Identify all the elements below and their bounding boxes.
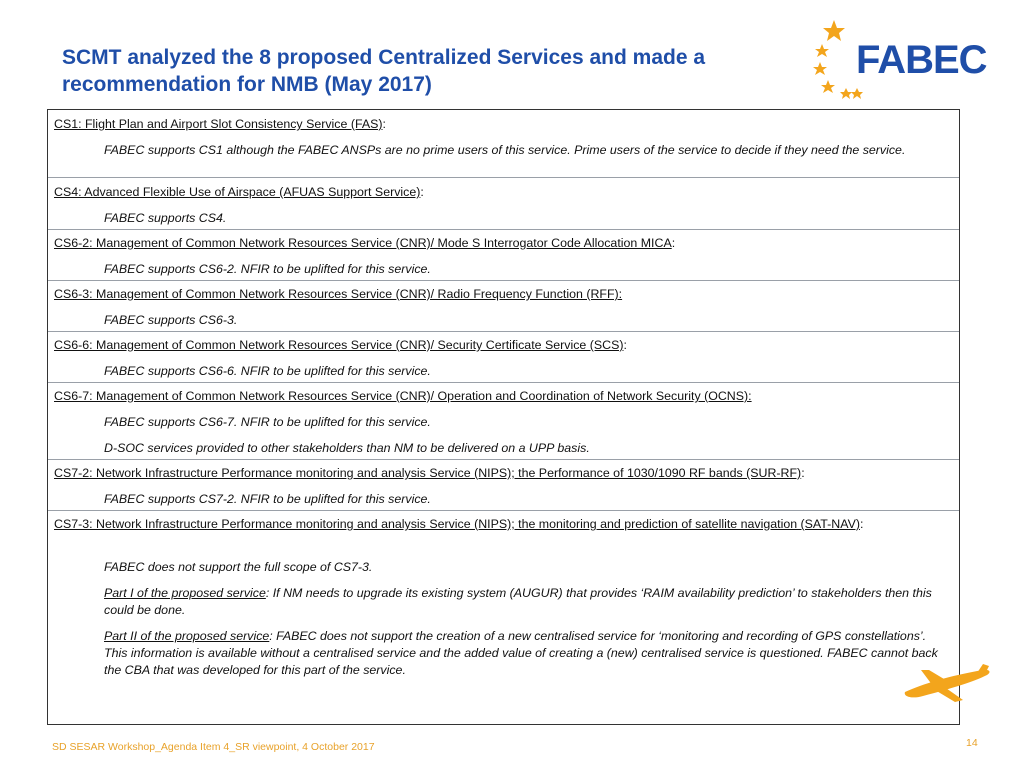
divider [48,382,959,383]
service-note: FABEC supports CS6-7. NFIR to be uplifted for this service. [104,415,431,429]
logo-text: FABEC [856,38,987,82]
divider [48,177,959,178]
service-note: FABEC supports CS6-2. NFIR to be uplifted for this service. [104,262,431,276]
service-heading: CS7-3: Network Infrastructure Performance monitoring and analysis Service (NIPS); the monitoring and prediction of satellite navigation (SAT-NAV): [54,517,864,531]
footer-text: SD SESAR Workshop_Agenda Item 4_SR viewpoint, 4 October 2017 [52,741,375,753]
page-title: SCMT analyzed the 8 proposed Centralized Services and made a recommendation for NMB (May 2017) [62,46,706,96]
airplane-icon [903,664,993,704]
service-note: FABEC supports CS1 although the FABEC ANSPs are no prime users of this service. Prime users of the service to decide if they need the service. [104,143,906,157]
service-heading: CS6-6: Management of Common Network Resources Service (CNR)/ Security Certificate Service (SCS): [54,338,627,352]
service-note: FABEC supports CS4. [104,211,227,225]
divider [48,459,959,460]
service-heading: CS7-2: Network Infrastructure Performance monitoring and analysis Service (NIPS); the Performance of 1030/1090 RF bands (SUR-RF): [54,466,805,480]
service-heading: CS6-2: Management of Common Network Resources Service (CNR)/ Mode S Interrogator Code Allocation MICA: [54,236,676,250]
service-note: FABEC supports CS7-2. NFIR to be uplifted for this service. [104,492,431,506]
service-heading: CS6-3: Management of Common Network Resources Service (CNR)/ Radio Frequency Function (RFF): [54,287,623,301]
divider [48,510,959,511]
service-heading: CS6-7: Management of Common Network Resources Service (CNR)/ Operation and Coordination of Network Security (OCNS): [54,389,752,403]
service-heading: CS1: Flight Plan and Airport Slot Consistency Service (FAS): [54,117,386,131]
services-box [47,109,960,725]
divider [48,229,959,230]
page-number: 14 [966,737,978,749]
service-note: D-SOC services provided to other stakeholders than NM to be delivered on a UPP basis. [104,441,590,455]
divider [48,280,959,281]
divider [48,331,959,332]
service-part-1: Part I of the proposed service: If NM needs to upgrade its existing system (AUGUR) that provides ‘RAIM availability prediction’ to stakeholders then this could be done. [104,586,932,617]
service-note: FABEC does not support the full scope of CS7-3. [104,560,373,574]
service-note: FABEC supports CS6-6. NFIR to be uplifted for this service. [104,364,431,378]
service-heading: CS4: Advanced Flexible Use of Airspace (AFUAS Support Service): [54,185,424,199]
fabec-logo [812,18,992,100]
service-part-2: Part II of the proposed service: FABEC does not support the creation of a new centralised service for ‘monitoring and recording of GPS constellations’. This information is available without a centralised service and the added value of creating a (new) centralised service is questioned. FABEC cannot back the CBA that was developed for this part of the service. [104,629,938,677]
service-note: FABEC supports CS6-3. [104,313,238,327]
